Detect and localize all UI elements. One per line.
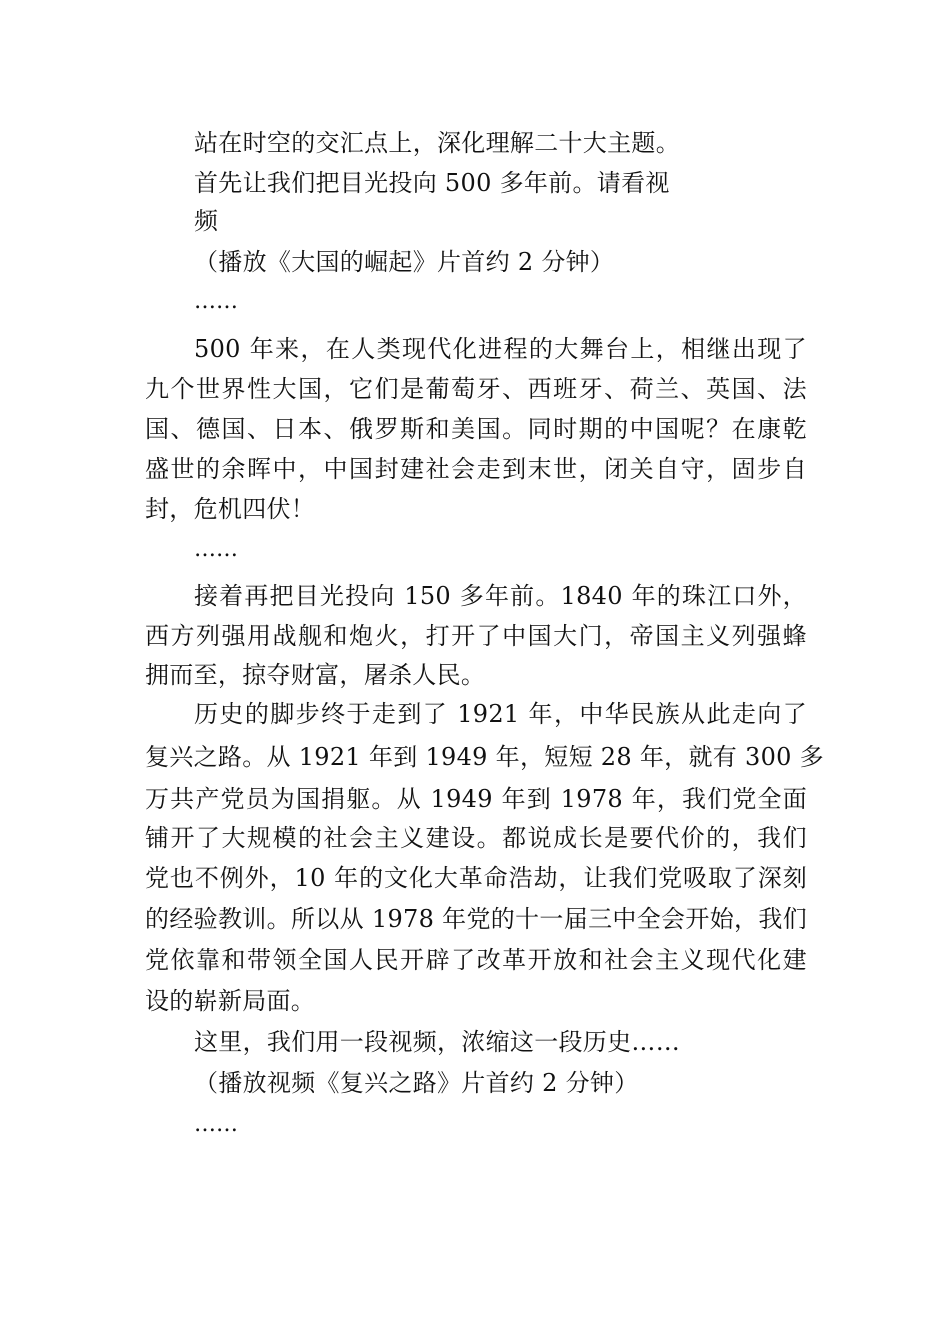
text-line: 盛世的余晖中，中国封建社会走到末世，闭关自守，固步自	[145, 455, 807, 483]
text-line: （播放视频《复兴之路》片首约 2 分钟）	[194, 1069, 639, 1097]
text-line: 万共产党员为国捐躯。从 1949 年到 1978 年，我们党全面	[145, 785, 807, 813]
text-line: 站在时空的交汇点上，深化理解二十大主题。	[194, 129, 680, 157]
text-line: 国、德国、日本、俄罗斯和美国。同时期的中国呢？在康乾	[145, 415, 807, 443]
text-line: 党也不例外，10 年的文化大革命浩劫，让我们党吸取了深刻	[145, 864, 807, 892]
text-line: （播放《大国的崛起》片首约 2 分钟）	[194, 248, 615, 276]
text-line: 拥而至，掠夺财富，屠杀人民。	[145, 661, 486, 689]
text-line: 的经验教训。所以从 1978 年党的十一届三中全会开始，我们	[145, 905, 807, 933]
text-line: 封，危机四伏！	[145, 495, 316, 523]
text-line: 接着再把目光投向 150 多年前。1840 年的珠江口外，	[194, 582, 807, 610]
text-line: 九个世界性大国，它们是葡萄牙、西班牙、荷兰、英国、法	[145, 375, 807, 403]
text-line: 铺开了大规模的社会主义建设。都说成长是要代价的，我们	[145, 824, 807, 852]
text-line: 设的崭新局面。	[145, 987, 316, 1015]
text-line: 复兴之路。从 1921 年到 1949 年，短短 28 年，就有 300 多	[145, 743, 824, 771]
ellipsis-line: ……	[194, 289, 238, 314]
text-line: 首先让我们把目光投向 500 多年前。请看视	[194, 169, 670, 197]
text-line: 频	[194, 207, 219, 235]
text-line: 西方列强用战舰和炮火，打开了中国大门，帝国主义列强蜂	[145, 622, 807, 650]
ellipsis-line: ……	[194, 537, 238, 562]
ellipsis-line: ……	[194, 1112, 238, 1137]
text-line: 500 年来，在人类现代化进程的大舞台上，相继出现了	[194, 335, 807, 363]
text-line: 历史的脚步终于走到了 1921 年，中华民族从此走向了	[194, 700, 807, 728]
text-line: 这里，我们用一段视频，浓缩这一段历史……	[194, 1028, 680, 1056]
text-line: 党依靠和带领全国人民开辟了改革开放和社会主义现代化建	[145, 946, 807, 974]
